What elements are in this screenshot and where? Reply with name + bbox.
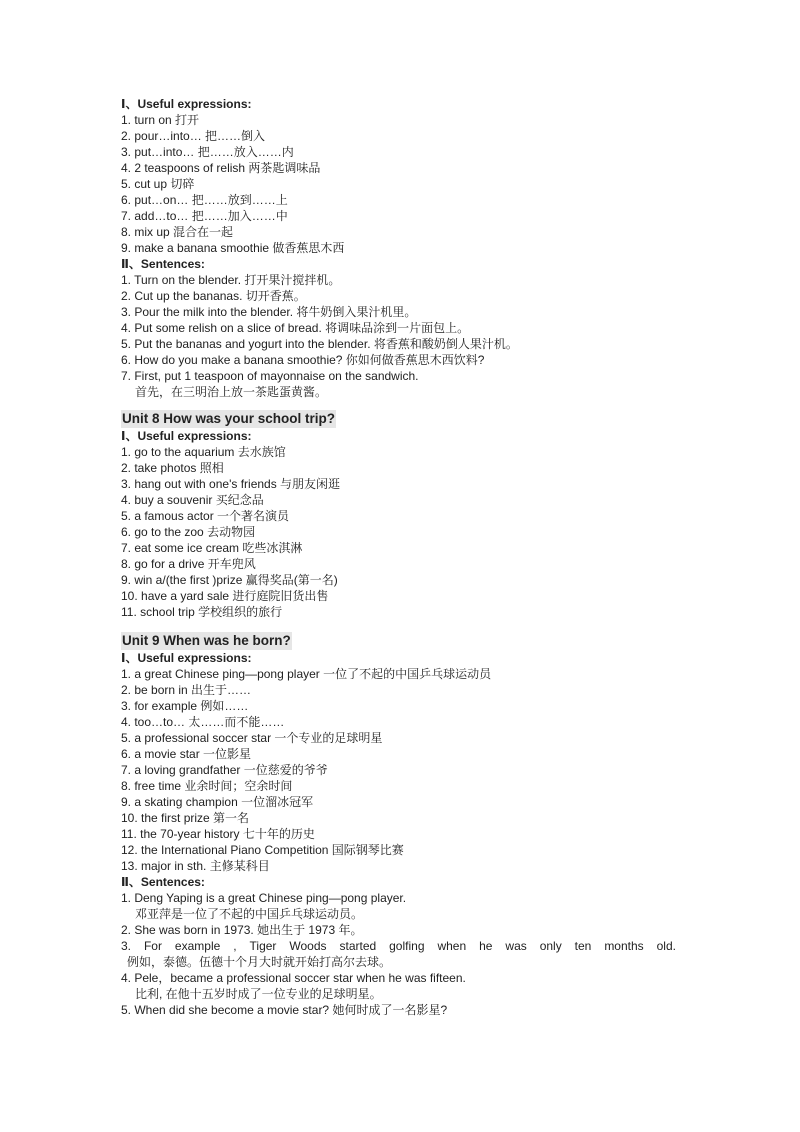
sentence-word: old. (656, 939, 676, 953)
list-item: 5. a professional soccer star 一个专业的足球明星 (121, 731, 383, 745)
sentence-word: For (143, 939, 162, 953)
list-item: 8. mix up 混合在一起 (121, 225, 234, 239)
list-item: 7. add…to… 把……加入……中 (121, 209, 288, 223)
list-item: 12. the International Piano Competition 国际钢琴比赛 (121, 843, 404, 857)
list-item: 6. a movie star 一位影星 (121, 747, 252, 761)
expressions-heading: Ⅰ、Useful expressions: (121, 97, 252, 111)
list-item: 5. Put the bananas and yogurt into the blender. 将香蕉和酸奶倒人果汁机。 (121, 337, 518, 351)
list-item: 1. Deng Yaping is a great Chinese ping—pong player. (121, 891, 407, 905)
list-item: 4. buy a souvenir 买纪念品 (121, 493, 264, 507)
list-item: 6. How do you make a banana smoothie? 你如何做香蕉思木西饮料? (121, 353, 485, 367)
expressions-heading: Ⅰ、Useful expressions: (121, 651, 252, 665)
sentences-list (121, 890, 681, 1018)
sentence-word: golfing (389, 939, 425, 953)
sentence-word: Tiger (249, 939, 277, 953)
justified-sentence (121, 938, 676, 954)
sentence-word: example (174, 939, 221, 953)
list-item: 4. Put some relish on a slice of bread. 将调味品涂到一片面包上。 (121, 321, 470, 335)
list-item: 9. win a/(the first )prize 赢得奖品(第一名) (121, 573, 338, 587)
sentences-heading: Ⅱ、Sentences: (121, 875, 205, 889)
expressions-list (121, 444, 681, 620)
list-item: 1. go to the aquarium 去水族馆 (121, 445, 286, 459)
list-item: 4. too…to… 太……而不能…… (121, 715, 285, 729)
list-item: 7. a loving grandfather 一位慈爱的爷爷 (121, 763, 328, 777)
list-item: 8. go for a drive 开车兜风 (121, 557, 256, 571)
list-item: 3. hang out with one's friends 与朋友闲逛 (121, 477, 341, 491)
list-item: 3. Pour the milk into the blender. 将牛奶倒入果汁机里。 (121, 305, 417, 319)
list-item: 5. cut up 切碎 (121, 177, 195, 191)
list-item: 1. turn on 打开 (121, 113, 200, 127)
list-item: 9. a skating champion 一位溜冰冠军 (121, 795, 314, 809)
list-item: 2. take photos 照相 (121, 461, 224, 475)
translation-line: 首先，在三明治上放一茶匙蛋黄酱。 (135, 385, 328, 399)
list-item: 9. make a banana smoothie 做香蕉思木西 (121, 241, 345, 255)
sentence-word: only (539, 939, 562, 953)
list-item: 4. 2 teaspoons of relish 两茶匙调味品 (121, 161, 321, 175)
list-item: 7. First, put 1 teaspoon of mayonnaise on the sandwich. (121, 369, 419, 383)
list-item: 6. go to the zoo 去动物园 (121, 525, 256, 539)
translation-line: 比利, 在他十五岁时成了一位专业的足球明星。 (135, 987, 382, 1001)
list-item: 7. eat some ice cream 吃些冰淇淋 (121, 541, 303, 555)
list-item: 1. a great Chinese ping—pong player 一位了不起的中国乒乓球运动员 (121, 667, 492, 681)
list-item: 6. put…on… 把……放到……上 (121, 193, 288, 207)
sentence-word: , (233, 939, 237, 953)
list-item: 5. a famous actor 一个著名演员 (121, 509, 290, 523)
sentence-word: Woods (289, 939, 327, 953)
unit-9-title: Unit 9 When was he born? (122, 633, 291, 648)
list-item: 13. major in sth. 主修某科目 (121, 859, 270, 873)
list-item: 10. the first prize 第一名 (121, 811, 250, 825)
list-item: 4. Pele，became a professional soccer star when he was fifteen. (121, 971, 466, 985)
sentence-word: when (437, 939, 467, 953)
expressions-list (121, 666, 681, 874)
list-item: 8. free time 业余时间；空余时间 (121, 779, 293, 793)
translation-line: 例如，泰德。伍德十个月大时就开始打高尔去球。 (127, 955, 392, 969)
expressions-heading: Ⅰ、Useful expressions: (121, 429, 252, 443)
list-item: 2. pour…into… 把……倒入 (121, 129, 266, 143)
list-item: 11. school trip 学校组织的旅行 (121, 605, 283, 619)
sentence-word: 3. (121, 939, 132, 953)
list-item: 2. be born in 出生于…… (121, 683, 252, 697)
unit-8-title: Unit 8 How was your school trip? (122, 411, 336, 426)
sentences-list (121, 272, 681, 400)
sentence-word: was (505, 939, 527, 953)
sentence-word: months (604, 939, 644, 953)
list-item: 2. She was born in 1973. 她出生于 1973 年。 (121, 923, 363, 937)
list-item: 10. have a yard sale 进行庭院旧货出售 (121, 589, 329, 603)
sentences-heading: Ⅱ、Sentences: (121, 257, 205, 271)
translation-line: 邓亚萍是一位了不起的中国乒乓球运动员。 (135, 907, 364, 921)
sentence-word: started (339, 939, 377, 953)
list-item: 5. When did she become a movie star? 她何时成了一名影星? (121, 1003, 448, 1017)
list-item: 3. put…into… 把……放入……内 (121, 145, 294, 159)
document-page (121, 96, 681, 1018)
sentence-word: ten (574, 939, 592, 953)
expressions-list (121, 112, 681, 256)
list-item: 3. for example 例如…… (121, 699, 249, 713)
list-item: 11. the 70-year history 七十年的历史 (121, 827, 315, 841)
sentence-word: he (479, 939, 493, 953)
list-item: 1. Turn on the blender. 打开果汁搅拌机。 (121, 273, 341, 287)
list-item: 2. Cut up the bananas. 切开香蕉。 (121, 289, 306, 303)
